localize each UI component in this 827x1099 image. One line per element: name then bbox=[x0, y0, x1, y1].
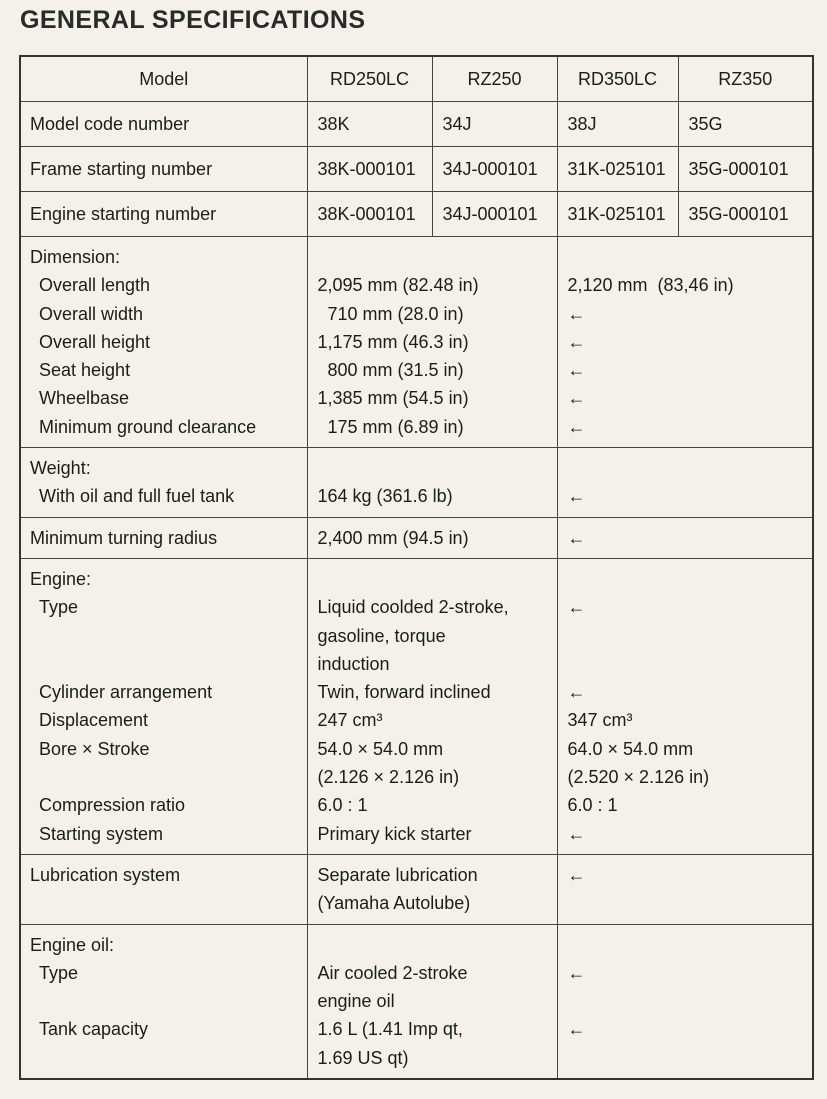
same-as-left-arrow: ← bbox=[567, 486, 586, 507]
spec-value: 54.0 × 54.0 mm bbox=[317, 738, 444, 759]
table-row bbox=[20, 102, 813, 147]
cell-value: 38K bbox=[307, 102, 432, 147]
spec-value: 710 mm (28.0 in) bbox=[317, 303, 464, 324]
header-row bbox=[20, 56, 813, 102]
spec-value: gasoline, torque bbox=[317, 625, 446, 646]
spec-value: Air cooled 2-stroke bbox=[317, 962, 468, 983]
page-title: GENERAL SPECIFICATIONS bbox=[20, 6, 366, 34]
row-label: Engine starting number bbox=[20, 192, 307, 237]
same-as-left-arrow: ← bbox=[567, 682, 586, 703]
table-row bbox=[20, 147, 813, 192]
spec-value: induction bbox=[317, 653, 390, 674]
spec-value: 164 kg (361.6 lb) bbox=[317, 486, 453, 507]
engine-section bbox=[20, 558, 813, 854]
dimension-section bbox=[20, 237, 813, 448]
same-as-left-arrow: ← bbox=[567, 1019, 586, 1040]
row-label: Model code number bbox=[20, 102, 307, 147]
spec-label: Starting system bbox=[39, 823, 164, 844]
spec-label: Compression ratio bbox=[39, 795, 186, 816]
spec-value: 1.6 L (1.41 Imp qt, bbox=[317, 1019, 463, 1040]
header-rz350: RZ350 bbox=[678, 56, 813, 102]
spec-label: Overall width bbox=[39, 303, 144, 324]
spec-value: 6.0 : 1 bbox=[567, 795, 618, 816]
spec-value: 1,385 mm (54.5 in) bbox=[317, 388, 469, 409]
cell-value: 31K-025101 bbox=[557, 147, 678, 192]
spec-label: Tank capacity bbox=[39, 1019, 149, 1040]
spec-value: Twin, forward inclined bbox=[317, 682, 491, 703]
same-as-left-arrow: ← bbox=[567, 388, 586, 409]
same-as-left-arrow: ← bbox=[567, 360, 586, 381]
spec-value: 175 mm (6.89 in) bbox=[317, 416, 464, 437]
cell-value: 38K-000101 bbox=[307, 192, 432, 237]
same-as-left-arrow: ← bbox=[567, 962, 586, 983]
spec-label: Bore × Stroke bbox=[39, 738, 150, 759]
spec-label: Type bbox=[39, 962, 79, 983]
header-model: Model bbox=[20, 56, 307, 102]
cell-value: 35G-000101 bbox=[678, 192, 813, 237]
spec-value: Primary kick starter bbox=[317, 823, 472, 844]
cell-value: 35G bbox=[678, 102, 813, 147]
spec-table bbox=[19, 55, 814, 1080]
spec-value: Liquid coolded 2-stroke, bbox=[317, 597, 509, 618]
spec-value: 2,120 mm (83,46 in) bbox=[567, 275, 734, 296]
row-label: Frame starting number bbox=[20, 147, 307, 192]
section-heading: Weight: bbox=[30, 458, 91, 479]
cell-value: 34J bbox=[432, 102, 557, 147]
spec-value: 247 cm³ bbox=[317, 710, 383, 731]
dimension-labels bbox=[20, 237, 307, 448]
turning-section bbox=[20, 517, 813, 558]
same-as-left-arrow: ← bbox=[567, 864, 586, 885]
spec-label: Minimum ground clearance bbox=[39, 416, 257, 437]
spec-value: (2.520 × 2.126 in) bbox=[567, 767, 710, 788]
cell-value: 31K-025101 bbox=[557, 192, 678, 237]
spec-label: Type bbox=[39, 597, 79, 618]
spec-value: 1.69 US qt) bbox=[317, 1047, 409, 1068]
spec-value: 2,400 mm (94.5 in) bbox=[317, 527, 469, 548]
weight-section bbox=[20, 448, 813, 518]
spec-value: engine oil bbox=[317, 991, 395, 1012]
spec-label: Lubrication system bbox=[30, 864, 181, 885]
cell-value: 34J-000101 bbox=[432, 192, 557, 237]
spec-value: 1,175 mm (46.3 in) bbox=[317, 331, 469, 352]
table-row bbox=[20, 192, 813, 237]
cell-value: 38J bbox=[557, 102, 678, 147]
section-heading: Dimension: bbox=[30, 247, 121, 267]
spec-value: 347 cm³ bbox=[567, 710, 633, 731]
section-heading: Engine: bbox=[30, 568, 92, 589]
header-rd250lc: RD250LC bbox=[307, 56, 432, 102]
spec-value: (Yamaha Autolube) bbox=[317, 893, 471, 914]
same-as-left-arrow: ← bbox=[567, 823, 586, 844]
spec-label: Wheelbase bbox=[39, 388, 130, 409]
header-rd350lc: RD350LC bbox=[557, 56, 678, 102]
cell-value: 35G-000101 bbox=[678, 147, 813, 192]
dimension-250-values bbox=[307, 237, 557, 448]
spec-label: Overall height bbox=[39, 331, 151, 352]
lubrication-section bbox=[20, 854, 813, 924]
header-rz250: RZ250 bbox=[432, 56, 557, 102]
section-heading: Engine oil: bbox=[30, 934, 115, 955]
spec-value: 800 mm (31.5 in) bbox=[317, 360, 464, 381]
same-as-left-arrow: ← bbox=[567, 597, 586, 618]
same-as-left-arrow: ← bbox=[567, 527, 586, 548]
spec-value: 64.0 × 54.0 mm bbox=[567, 738, 694, 759]
spec-value: (2.126 × 2.126 in) bbox=[317, 767, 460, 788]
spec-label: Cylinder arrangement bbox=[39, 682, 213, 703]
same-as-left-arrow: ← bbox=[567, 303, 586, 324]
spec-label: Seat height bbox=[39, 360, 131, 381]
cell-value: 34J-000101 bbox=[432, 147, 557, 192]
spec-label: Overall length bbox=[39, 275, 151, 296]
spec-label: Minimum turning radius bbox=[30, 527, 218, 548]
spec-label: Displacement bbox=[39, 710, 149, 731]
dimension-350-values bbox=[557, 237, 813, 448]
spec-value: Separate lubrication bbox=[317, 864, 478, 885]
spec-value: 6.0 : 1 bbox=[317, 795, 368, 816]
engine-oil-section bbox=[20, 924, 813, 1079]
same-as-left-arrow: ← bbox=[567, 416, 586, 437]
cell-value: 38K-000101 bbox=[307, 147, 432, 192]
same-as-left-arrow: ← bbox=[567, 331, 586, 352]
spec-value: 2,095 mm (82.48 in) bbox=[317, 275, 479, 296]
spec-label: With oil and full fuel tank bbox=[39, 486, 235, 507]
